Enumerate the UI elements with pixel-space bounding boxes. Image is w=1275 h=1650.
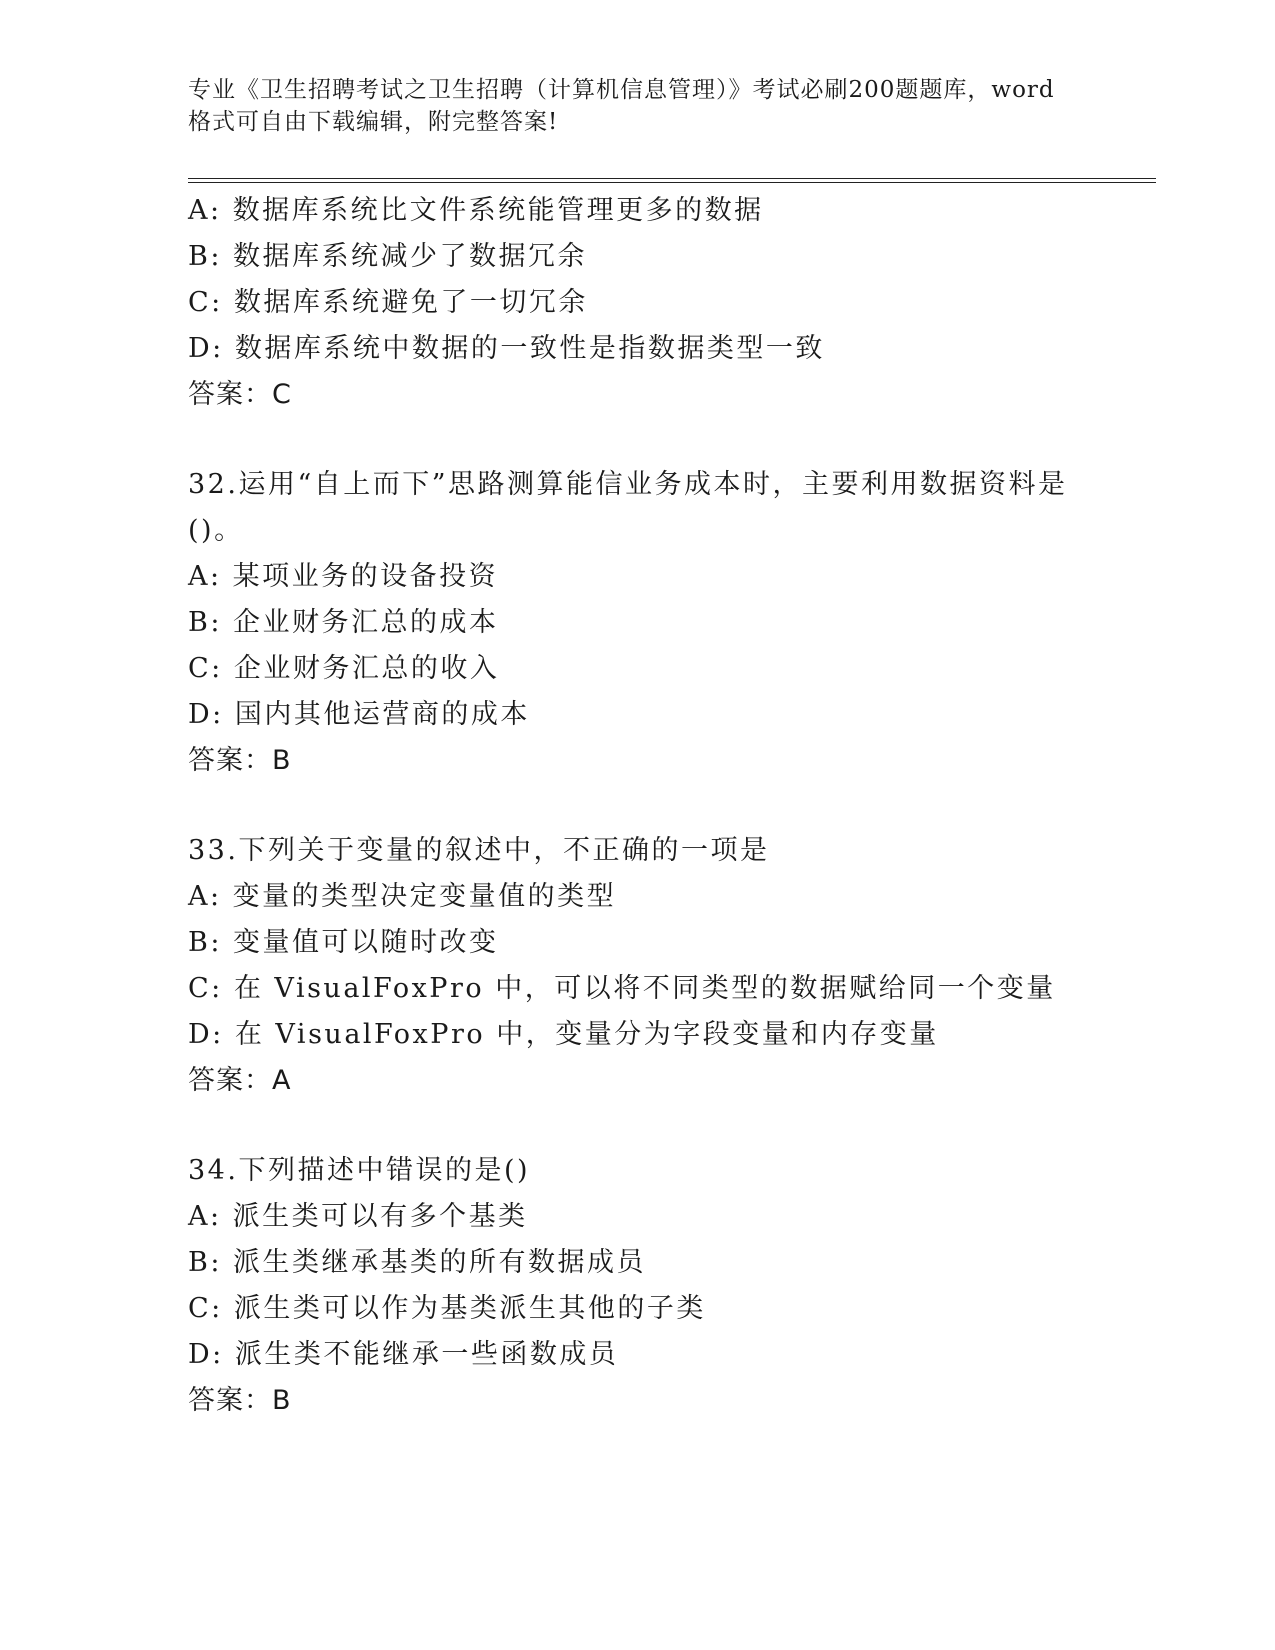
option-b: B: 企业财务汇总的成本 — [188, 607, 499, 638]
answer: 答案：B — [188, 1385, 292, 1416]
question-31-block — [188, 188, 1088, 418]
option-b: B: 变量值可以随时改变 — [188, 927, 499, 958]
spacer — [188, 418, 1088, 462]
spacer — [188, 784, 1088, 828]
option-a: A: 数据库系统比文件系统能管理更多的数据 — [188, 195, 764, 226]
option-b: B: 派生类继承基类的所有数据成员 — [188, 1247, 647, 1278]
header-divider-top — [188, 178, 1156, 179]
answer: 答案：B — [188, 745, 292, 776]
option-d: D: 在 VisualFoxPro 中，变量分为字段变量和内存变量 — [188, 1019, 939, 1050]
question-stem-continued: ()。 — [188, 515, 244, 546]
document-header — [188, 74, 1088, 138]
option-c: C: 数据库系统避免了一切冗余 — [188, 287, 588, 318]
answer: 答案：C — [188, 379, 292, 410]
option-c: C: 企业财务汇总的收入 — [188, 653, 500, 684]
header-line-2: 格式可自由下载编辑，附完整答案! — [188, 109, 559, 135]
option-a: A: 派生类可以有多个基类 — [188, 1201, 528, 1232]
header-divider-bottom — [188, 182, 1156, 183]
question-stem: 33.下列关于变量的叙述中，不正确的一项是 — [188, 835, 770, 866]
question-34-block — [188, 1148, 1088, 1424]
option-a: A: 变量的类型决定变量值的类型 — [188, 881, 617, 912]
question-stem: 34.下列描述中错误的是() — [188, 1155, 531, 1186]
answer: 答案：A — [188, 1065, 292, 1096]
option-d: D: 国内其他运营商的成本 — [188, 699, 530, 730]
question-list — [188, 188, 1088, 1424]
option-b: B: 数据库系统减少了数据冗余 — [188, 241, 588, 272]
header-line-1: 专业《卫生招聘考试之卫生招聘（计算机信息管理）》考试必刷200题题库，word — [188, 77, 1055, 103]
option-d: D: 数据库系统中数据的一致性是指数据类型一致 — [188, 333, 825, 364]
option-d: D: 派生类不能继承一些函数成员 — [188, 1339, 619, 1370]
question-33-block — [188, 828, 1088, 1104]
option-c: C: 派生类可以作为基类派生其他的子类 — [188, 1293, 706, 1324]
spacer — [188, 1104, 1088, 1148]
option-c: C: 在 VisualFoxPro 中，可以将不同类型的数据赋给同一个变量 — [188, 973, 1056, 1004]
option-a: A: 某项业务的设备投资 — [188, 561, 499, 592]
question-stem: 32.运用“自上而下”思路测算能信业务成本时，主要利用数据资料是 — [188, 469, 1068, 500]
question-32-block — [188, 462, 1088, 784]
